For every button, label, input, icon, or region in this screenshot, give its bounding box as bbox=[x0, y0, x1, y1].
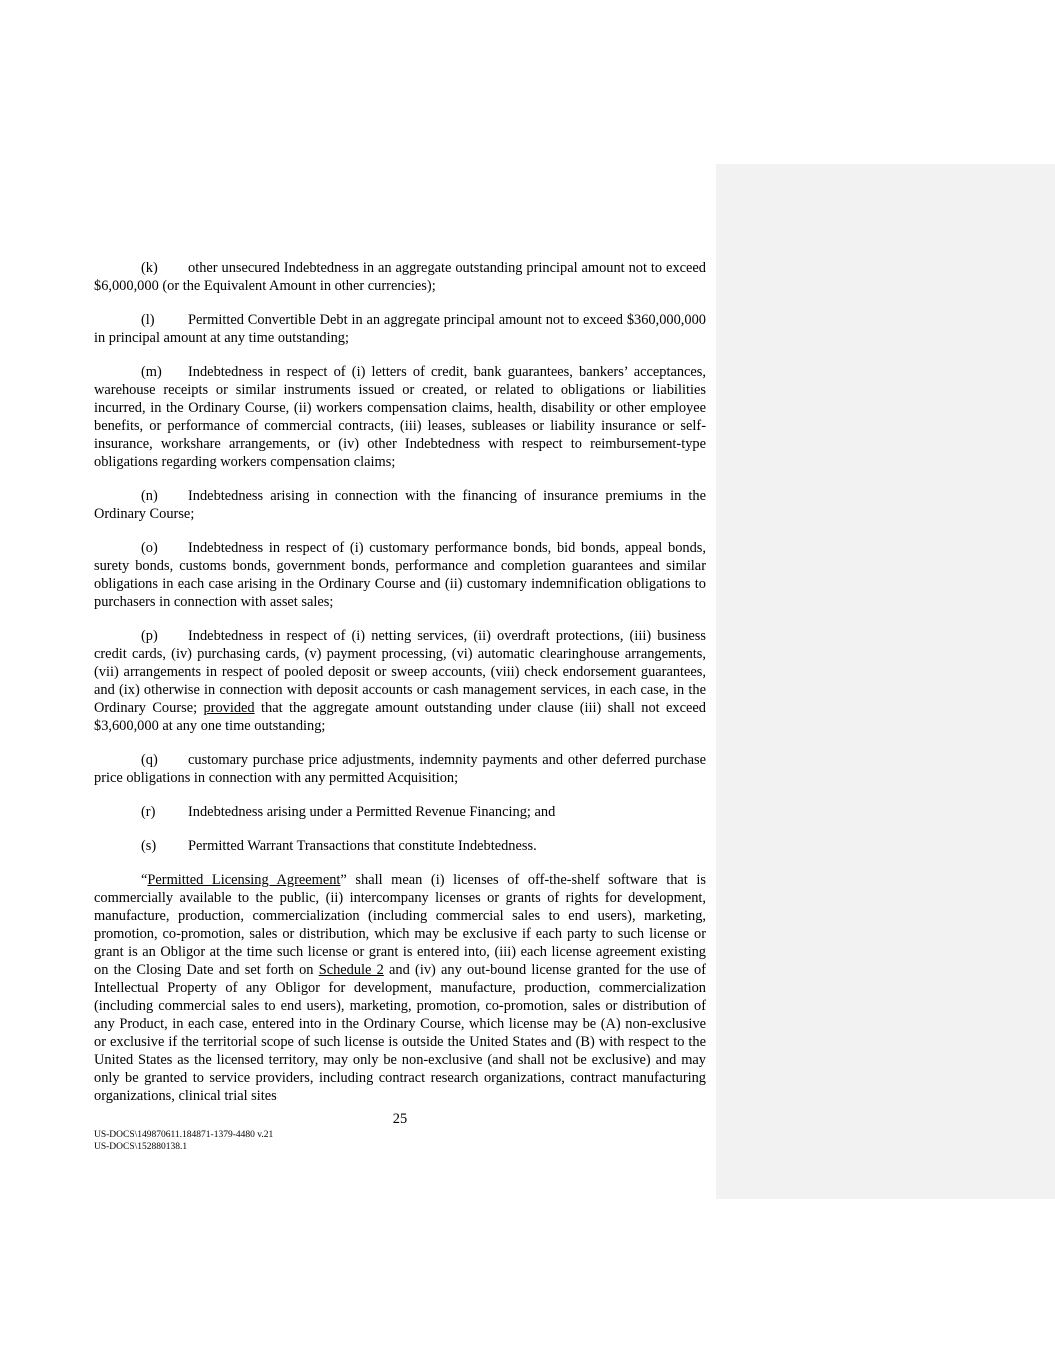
clause-l bbox=[94, 311, 706, 347]
clause-text: Permitted Warrant Transactions that constitute Indebtedness. bbox=[188, 838, 537, 854]
clause-o bbox=[94, 539, 706, 611]
clause-text: other unsecured Indebtedness in an aggregate outstanding principal amount not to exceed $6,000,000 (or the Equivalent Amount in other currencies); bbox=[94, 260, 706, 294]
document-footer bbox=[94, 1130, 273, 1153]
clause-q bbox=[94, 751, 706, 787]
doc-id-line-1: US-DOCS\149870611.184871-1379-4480 v.21 bbox=[94, 1130, 274, 1140]
clause-label: (n) bbox=[141, 488, 158, 504]
clause-text: that the aggregate amount outstanding under clause (iii) shall not exceed $3,600,000 at any one time outstanding; bbox=[94, 700, 706, 734]
clause-k bbox=[94, 259, 706, 295]
doc-id-line-2: US-DOCS\152880138.1 bbox=[94, 1141, 188, 1152]
clause-text: Permitted Convertible Debt in an aggregate principal amount not to exceed $360,000,000 in principal amount at any time outstanding; bbox=[94, 312, 706, 346]
comment-pane bbox=[716, 164, 1055, 1199]
clause-m bbox=[94, 363, 706, 471]
clause-text: Indebtedness arising in connection with the financing of insurance premiums in the Ordinary Course; bbox=[94, 488, 706, 522]
clause-label: (r) bbox=[141, 804, 156, 820]
clause-text: Indebtedness arising under a Permitted Revenue Financing; and bbox=[188, 804, 556, 820]
clause-label: (m) bbox=[141, 364, 162, 380]
clause-label: (k) bbox=[141, 260, 158, 276]
clause-r bbox=[94, 803, 706, 821]
definition-permitted-licensing-agreement bbox=[94, 871, 706, 1105]
document-body bbox=[94, 259, 706, 1105]
clause-p bbox=[94, 627, 706, 735]
definition-text: ” shall mean (i) licenses of off-the-shelf software that is commercially available to the public, (ii) intercompany licenses or grants of rights for development, manufacture, production, commercialization (including commercial sales to end users), marketing, promotion, co-promotion, sales or distribution, which may be exclusive if each party to such license or grant is an Obligor at the time such license or grant is entered into, (iii) each license agreement existing on the Closing Date and set forth on bbox=[94, 872, 706, 978]
defined-term: Permitted Licensing Agreement bbox=[147, 872, 341, 888]
clause-text: customary purchase price adjustments, indemnity payments and other deferred purchase price obligations in connection with any permitted Acquisition; bbox=[94, 752, 706, 786]
definition-text: and (iv) any out-bound license granted for the use of Intellectual Property of any Obligor for development, manufacture, production, commercialization (including commercial sales to end users), marketing, promotion, co-promotion, sales or distribution of any Product, in each case, entered into in the Ordinary Course, which license may be (A) non-exclusive or exclusive if the territorial scope of such license is outside the United States and (B) with respect to the United States as the licensed territory, may only be non-exclusive (and shall not be exclusive) and may only be granted to service providers, including contract research organizations, contract manufacturing organizations, clinical trial sites bbox=[94, 962, 707, 1104]
clause-text: Indebtedness in respect of (i) letters of credit, bank guarantees, bankers’ acceptances, warehouse receipts or similar instruments issued or created, or related to obligations or liabilities incurred, in the Ordinary Course, (ii) workers compensation claims, health, disability or other employee benefits, or performance of commercial contracts, (iii) leases, subleases or liability insurance or self-insurance, workshare arrangements, or (iv) other Indebtedness with respect to reimbursement-type obligations regarding workers compensation claims; bbox=[94, 364, 706, 470]
provided-term: provided bbox=[203, 700, 255, 716]
clause-n bbox=[94, 487, 706, 523]
open-quote: “ bbox=[141, 872, 148, 888]
clause-label: (o) bbox=[141, 540, 158, 556]
clause-label: (s) bbox=[141, 838, 157, 854]
clause-label: (p) bbox=[141, 628, 158, 644]
schedule-reference: Schedule 2 bbox=[318, 962, 384, 978]
clause-text: Indebtedness in respect of (i) netting services, (ii) overdraft protections, (iii) business credit cards, (iv) purchasing cards, (v) payment processing, (vi) automatic clearinghouse arrangements, (vii) arrangements in respect of pooled deposit or sweep accounts, (viii) check endorsement guarantees, and (ix) otherwise in connection with deposit accounts or cash management services, in each case, in the Ordinary Course; bbox=[94, 628, 706, 716]
clause-label: (l) bbox=[141, 312, 155, 328]
clause-s bbox=[94, 837, 706, 855]
clause-text: Indebtedness in respect of (i) customary performance bonds, bid bonds, appeal bonds, surety bonds, customs bonds, government bonds, performance and completion guarantees and similar obligations in each case arising in the Ordinary Course and (ii) customary indemnification obligations to purchasers in connection with asset sales; bbox=[94, 540, 706, 610]
page-number: 25 bbox=[392, 1111, 408, 1127]
clause-label: (q) bbox=[141, 752, 158, 768]
